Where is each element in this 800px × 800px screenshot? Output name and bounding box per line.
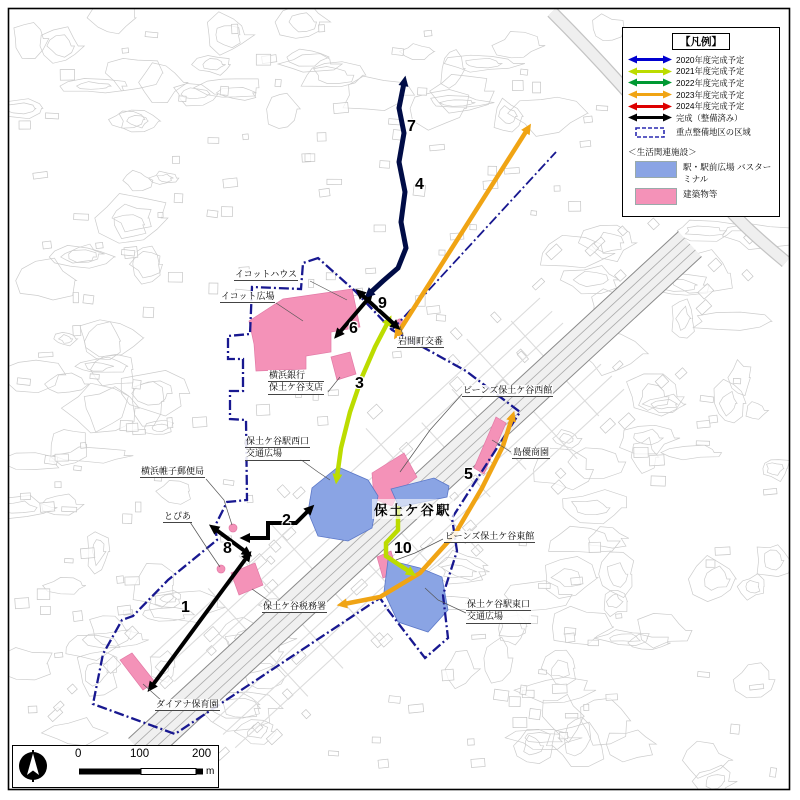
legend-arrow-swatch [627, 101, 673, 112]
legend-plaza-label: 駅・駅前広場 [683, 161, 735, 172]
legend-row-label: 2021年度完成予定 [676, 66, 745, 77]
route-arrow-4 [394, 124, 531, 340]
legend-row-label: 2020年度完成予定 [676, 54, 745, 65]
route-number-5: 5 [464, 466, 473, 483]
scale-tick-0: 0 [75, 748, 82, 760]
facility-label-beans-east: ビーンズ保土ケ谷東館 [444, 531, 535, 543]
legend-arrow-swatch [627, 66, 673, 77]
scale-bar [79, 767, 205, 777]
building-swatch [635, 188, 677, 205]
facility-label-east-plaza: 保土ケ谷駅東口 交通広場 [466, 599, 531, 624]
legend-row-3 [627, 89, 775, 101]
legend-district-label: 重点整備地区の区域 [676, 127, 751, 138]
legend-title: 【凡例】 [627, 32, 775, 50]
legend-arrow-swatch [627, 54, 673, 65]
route-number-6: 6 [349, 320, 358, 337]
facility-label-icot-plaza: イコット広場 [220, 291, 275, 303]
plaza-swatch [635, 161, 677, 178]
route-number-7: 7 [407, 118, 416, 135]
facility-label-shimayu: 島優商園 [512, 447, 550, 459]
facility-label-diana-nursery: ダイアナ保育園 [155, 699, 220, 711]
legend [622, 27, 780, 217]
district-swatch [627, 126, 673, 139]
facility-label-topia: とぴあ [163, 511, 192, 523]
plaza-east [384, 560, 448, 632]
route-number-9: 9 [378, 295, 387, 312]
compass-icon [17, 750, 49, 782]
scale-unit: m [206, 766, 215, 777]
route-arrow-2 [240, 505, 315, 543]
legend-busterminal-label: バスターミナル [683, 161, 772, 185]
facility-label-iwama-koban: 岩間町交番 [397, 336, 444, 348]
legend-row-1 [627, 66, 775, 78]
facility-label-tax-office: 保土ケ谷税務署 [262, 601, 327, 613]
scale-tick-100: 100 [130, 748, 150, 760]
scale-box [12, 745, 219, 788]
facility-label-icot-house: イコットハウス [234, 269, 298, 281]
route-arrow-7 [364, 76, 408, 298]
route-number-2: 2 [282, 512, 291, 529]
legend-building-row [635, 188, 775, 205]
legend-row-5 [627, 112, 775, 124]
legend-arrow-swatch [627, 77, 673, 88]
facility-label-katabira-post: 横浜帷子郵便局 [140, 466, 205, 478]
legend-row-label: 2023年度完成予定 [676, 89, 745, 100]
route-arrow-3 [332, 315, 391, 484]
route-number-10: 10 [394, 540, 412, 557]
facility-label-beans-west: ビーンズ保土ケ谷西館 [462, 385, 553, 397]
legend-district-row [627, 126, 775, 139]
legend-row-label: 完成（整備済み） [676, 112, 743, 123]
route-number-4: 4 [415, 176, 424, 193]
building-post-office [229, 524, 237, 532]
plaza-west [308, 467, 378, 541]
route-number-1: 1 [181, 599, 190, 616]
legend-plaza-row [635, 161, 775, 186]
legend-row-4 [627, 100, 775, 112]
legend-arrow-swatch [627, 112, 673, 123]
facility-label-west-plaza: 保土ケ谷駅西口 交通広場 [245, 436, 310, 461]
building-yokohama-bank [331, 352, 356, 380]
legend-row-2 [627, 77, 775, 89]
scale-tick-200: 200 [192, 748, 212, 760]
legend-row-label: 2022年度完成予定 [676, 77, 745, 88]
legend-row-label: 2024年度完成予定 [676, 101, 745, 112]
route-number-3: 3 [355, 375, 364, 392]
legend-arrow-swatch [627, 89, 673, 100]
legend-row-0 [627, 54, 775, 66]
building-topia [217, 565, 225, 573]
legend-facilities-header: ＜生活関連施設＞ [628, 146, 697, 157]
facility-label-yokohama-bank: 横浜銀行 保土ケ谷支店 [268, 370, 324, 395]
station-title: 保土ケ谷駅 [372, 499, 454, 519]
route-number-8: 8 [223, 540, 232, 557]
legend-building-label: 建築物等 [683, 189, 718, 200]
